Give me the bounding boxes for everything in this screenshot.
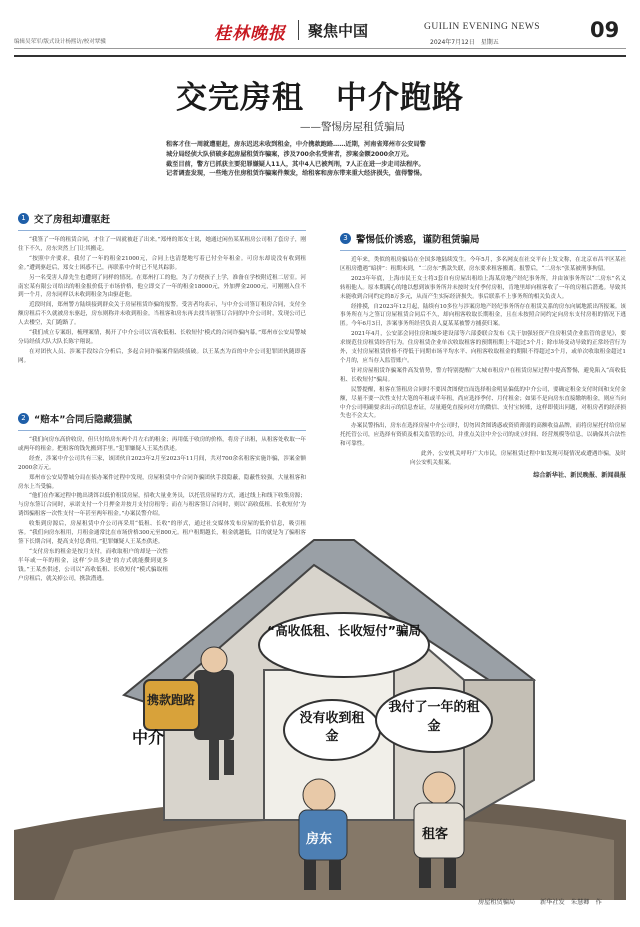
section-1 <box>18 208 306 367</box>
section-heading: “赔本”合同后隐藏猫腻 <box>34 414 132 426</box>
body-paragraph: “我签了一年的租赁合同，才住了一周就被赶了出来。”郑州的郑女士说，她通过闲鱼某某租房公司租了套房子，刚住下不久，房东突然上门让其搬走。 <box>18 237 307 252</box>
lead-line: 记者调查发现，一些地方住房租赁诈骗案件频发，给租客和房东带来重大经济损失，值得警惕。 <box>166 170 426 178</box>
body-paragraph: 经排摸，自2023年12月起，陆续有10多位与涉案房地产经纪事务所存在租赁关系的房东向属地派出所报案。该事务所在与之签订房屋租赁合同后不久，却向租客收取长期租金，且在未按照合同约定向房东支付房租的情况下逃匿。今年6月3日，涉案事务所经营负责人夏某某被警方捕获归案。 <box>340 303 626 328</box>
tenant-bubble-text-box <box>384 698 484 742</box>
lead-line: 城分局经侦大队侦破多起房屋租赁诈骗案，涉及700余名受害者，涉案金额2000余万元。 <box>166 150 413 158</box>
logo-divider <box>298 20 299 40</box>
body-paragraph: 经查，涉案中介公司共有三家，该团伙自2023年2月至2023年11月间，共对700余名租客实施诈骗，涉案金额2000余万元。 <box>18 455 306 471</box>
body-paragraph: 2023年年底，上海市民王女士将3套自有房屋出租给上海某房地产经纪事务所，并由该事务所以“二房东”名义转租他人。原本期满心的地以想到该事务所并未按时支付季付房租，肯地里却向租客收了一年的房租后潜逃。导致其未能收到合同约定的8万多元，从而产生实际经济损失。事后联系不上事务所的相关负责人。 <box>340 275 626 300</box>
body-paragraph: 在对团伙人员、涉案手段综合分析后，多起合同诈骗案件陆续侦破。以王某杰为首的中介公司犯罪团伙随即落网。 <box>18 348 306 364</box>
section-heading: 警惕低价诱惑，谨防租赁骗局 <box>356 234 480 246</box>
illustration-credit: 新华社发 朱慧卿 作 <box>540 899 602 906</box>
header-rule <box>14 55 626 57</box>
headline-subtitle: ——警惕房屋租赁骗局 <box>300 121 405 133</box>
section-body <box>340 256 626 449</box>
body-paragraph: “我们向房东高价收房，但只付给房东两个月左右的租金；再用低于收房的价格，将房子出租，从租客处收取一年或两年的租金。把租客的钱先搬到手里。”犯罪嫌疑人王某杰供述。 <box>18 437 306 452</box>
scam-bubble-text-box <box>264 623 424 669</box>
landlord-bubble-text: 没有收到租金 <box>299 711 365 744</box>
illustration-caption: 房屋租赁骗局 <box>478 899 516 906</box>
body-paragraph: 此外，公安机关呼吁广大市民，房屋租赁过程中如发现可疑情况或遭遇诈骗，及时向公安机关报案。 <box>410 451 626 466</box>
issue-date: 2024年7月12日 星期五 <box>430 39 499 46</box>
body-paragraph: 近年来，类似的租房骗局在全国多地陆续发生。今年5月，多名网友在社交平台上发文称，在北京市昌平区某社区租房遭遇“暗拼”：租期未到，“二房东”携款失联，房东要求租客搬离。报警后，“二房东”张某被刑事拘留。 <box>340 257 626 272</box>
section-3 <box>340 228 626 479</box>
landlord-bubble-text-box <box>294 710 370 752</box>
lead-paragraph <box>166 140 492 179</box>
tenant-label: 租客 <box>422 827 449 842</box>
paper-english-name: GUILIN EVENING NEWS <box>424 22 541 32</box>
page-header <box>0 0 640 58</box>
section-heading: 交了房租却遭驱赶 <box>34 214 111 226</box>
body-paragraph: 办案民警指出，房东在选择房屋中介公司时，切勿因贪图诱惑或资质薄弱的高额收益品牌，而将房屋托付给房屋托托管公司，应选择有资质及相关监管的公司，并重点关注中介公司的成立时间、经营规模等信息，以确保其合法性和可靠性。 <box>340 423 626 448</box>
money-bag-label: 携款跑路 <box>146 693 196 707</box>
scam-bubble-text: “高收低租、长收短付”骗局 <box>267 623 421 638</box>
section-body <box>18 236 306 366</box>
section-body-indented <box>410 450 626 468</box>
section-rule <box>18 230 306 231</box>
tenant-bubble-text: 我付了一年的租金 <box>388 700 480 734</box>
editor-credits: 编辑吴荣军/版式设计杨熙访/校对覃骥 <box>14 39 106 45</box>
body-paragraph: “他们在作案过程中抛出诱饵以低价租赁房屋，招收大量业务员，以托管房屋的方式，通过线上和线下收集房源；与房东签订合同时，承诺支付一个月押金并按月支付房租等；而在与租客签订合同时，则以‘高收低租、长收短付’为诱饵骗租客一次性支付一年甚至两年租金。”办案民警介绍。 <box>18 493 306 518</box>
header-thin-rule <box>14 48 626 49</box>
section-number-badge: 3 <box>340 233 351 244</box>
cartoon-illustration <box>14 520 626 900</box>
body-paragraph: 民警提醒，租客在签租房合同时不要因贪图便宜而选择租金明显偏低的中介公司，要确定租金支付时间和支付金额，尽量不要一次性支付大笔的年租或半年租，尚应选择季付、月付租金；如果不是向房东直接缴纳租金，则应当向中介公司明确要求出示的信息查证，尽量避免直接向对方的微信、支付宝转账，这样即使出问题，对租房者的经济损失也不会太大。 <box>340 386 626 420</box>
body-paragraph: “我们成立专案组，梳理案情，揭开了中介公司以‘高收低租、长收短付’模式的合同诈骗内幕。”郑州市公安局警城分局经侦大队大队长陈宇翔说。 <box>18 330 306 345</box>
body-paragraph: 近段时间，郑州警方陆续接到群众关于房屋租赁诈骗的报警。受害者均表示，与中介公司签订租房合同，支付全额房租后不久就被房东驱赶，房东则称并未收到租金。当租客和房东再去找当初签订合同的中介公司时，发现公司已人去楼空，关门跑路了。 <box>18 302 306 327</box>
body-paragraph: 郑州市公安局警城分局在侦办案件过程中发现，房屋租赁中介合同诈骗团伙手段隐蔽，隐蔽性较强，大量租客和房东上当受骗。 <box>18 474 306 490</box>
lead-line: 截至目前，警方已抓获主要犯罪嫌疑人11人，其中4人已被判刑，7人正在进一步走司法程序。 <box>166 160 425 168</box>
page-number: 09 <box>590 18 620 42</box>
body-paragraph: 收集到房源后，房屋租赁中介公司再采用“低租、长收”的形式，通过社交媒体发布房屋的低价信息，吸引租客。“我们向房东租用，月租金通常比在市场价格300元至800元。租户租期越长，租金就越低，目的就是为了骗租客签下长期合同，提高支付总费用。”犯罪嫌疑人王某杰供述。 <box>18 521 306 545</box>
lead-line: 租客才住一周就遭驱赶，房东迟迟未收到租金，中介携款跑路……近期，河南省郑州市公安局警 <box>166 141 426 148</box>
section-rule <box>18 430 306 431</box>
article-source-credit: 综合新华社、新民晚报、新闻晨报 <box>533 471 626 479</box>
body-paragraph: 另一名受害人薛先生也遭到了同样的情况。在郑州打工的他，为了方便孩子上学，准备在学校附近租二居室。河南宏某有限公司给出的租金报价低于市场价格，他立即交了一年的租金18000元，外加押金2000元，可刚刚入住不到一个月，房东同样以未收到租金为由驱赶他。 <box>18 274 306 299</box>
body-paragraph: “按照中介要求，我付了一年的租金21000元，合同上也清楚地写着已付全年租金。可房东却说没有收到租金。”遭到驱赶后，郑女士困惑不已，再联系中介时已不见其踪影。 <box>18 255 306 271</box>
section-number-badge: 2 <box>18 413 29 424</box>
newspaper-logo: 桂林晚报 <box>214 24 286 44</box>
headline-title: 交完房租 中介跑路 <box>176 80 464 116</box>
section-number-badge: 1 <box>18 213 29 224</box>
body-paragraph: 针对房屋租赁诈骗案件高发情势，警方特别提醒广大城市租房户在租赁房屋过程中提高警惕，避免陷入“高收低租、长收短付”骗局。 <box>340 367 626 383</box>
section-name: 聚焦中国 <box>308 22 369 40</box>
body-paragraph: 2021年4月，公安部会同住房和城乡建设部等六部委联合发布《关于加强轻资产住房租赁企业监管的意见》，要求规范住房租赁经营行为。住房租赁企业单次收取租客的预期租期上不超过3个月；除市场变动导致的正常经营行为外，支付房屋租赁价格不得低于同期市场平均水平、向租客收取租金的期限不得超过3个月，或单次收取租金超过1个月的，应当存入监管账户。 <box>340 331 626 364</box>
landlord-label: 房东 <box>306 832 333 847</box>
body-paragraph: “支付房东的租金是按月支付，而收取租户的却是一次性半年或一年的租金，这样‘少出多进’的方式就能攒到更多钱。”王某杰供述，公司以“高收低租、长收短付”模式骗取租户房租后，就关掉公司，携款潜逃。 <box>18 548 168 582</box>
section-rule <box>340 250 626 251</box>
agent-label: 中介 <box>132 728 165 747</box>
